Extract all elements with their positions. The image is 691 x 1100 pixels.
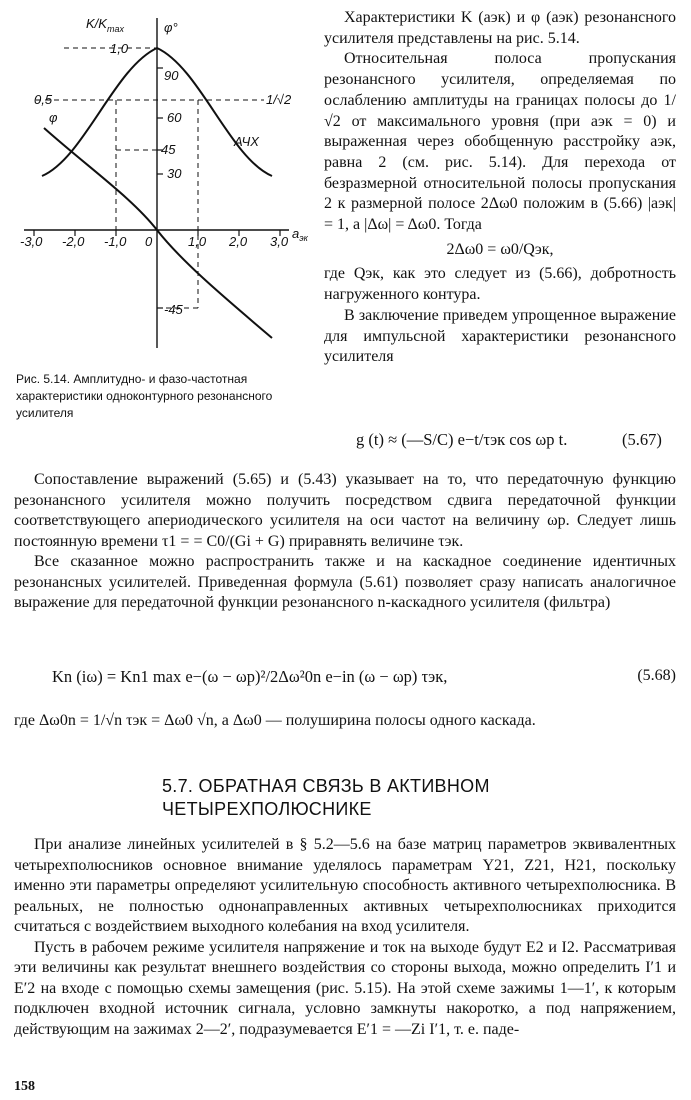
paragraph-6: Все сказанное можно распространить также и на каскадное соединение идентичных резонансных усилителей. Приведенная формула (5.61) позволяет сразу написать аналогичное выражение для передаточной функции резонансного n-каскадного усилителя (фильтра): [14, 553, 676, 611]
paragraph-5: Сопоставление выражений (5.65) и (5.43) указывает на то, что передаточную функцию резонансного усилителя можно получить посредством сдвига передаточной функции соответствующего апериодического усилителя на оси частот на величину ωp. Следует лишь постоянную времени τ1 = = C0/(Gi + G) приравнять величине τэк.: [14, 471, 676, 550]
section-text: [14, 835, 676, 1040]
tick-x-3: 3,0: [270, 234, 289, 249]
tick-x-2: 2,0: [229, 234, 248, 249]
paragraph-3: где Qэк, как это следует из (5.66), добротность нагруженного контура.: [324, 265, 676, 304]
section-heading: [162, 775, 490, 821]
paragraph-2: Относительная полоса пропускания резонансного усилителя, определяемая по ослаблению амплитуды на границах полосы до 1/√2 от максимального уровня (при aэк = 0) и выраженная через обобщенную расстройку aэк, равна 2 (см. рис. 5.14). Для перехода от безразмерной относительной полосы пропускания 2 к размерной полосе 2Δω0 положим в (5.66) |aэк| = 1, а |Δω| = Δω0. Тогда: [324, 50, 676, 234]
formula-number-5-68: (5.68): [637, 667, 676, 684]
tick-right-90: 90: [164, 68, 179, 83]
phase-curve: [44, 128, 272, 338]
equation-5-68-line: [14, 663, 676, 693]
phi-curve-label: φ: [49, 110, 58, 125]
tick-x-0: 0: [145, 234, 153, 249]
paragraph-1: Характеристики K (aэк) и φ (aэк) резонансного усилителя представлены на рис. 5.14.: [324, 9, 676, 47]
formula-number-5-67: (5.67): [622, 430, 662, 449]
formula-impulse: g (t) ≈ (—S/C) e−t/τэк cos ωp t.: [356, 430, 568, 449]
main-text-block-2: [14, 711, 676, 732]
y-label-right: φ°: [164, 20, 178, 35]
tick-right-m45: -45: [164, 302, 183, 317]
dashed-guides: [36, 48, 264, 308]
tick-left-05: 0,5: [34, 92, 53, 107]
right-tick-marks: [157, 68, 163, 308]
afc-pfc-chart: [14, 8, 314, 353]
tick-left-1: 1,0: [110, 41, 129, 56]
x-axis-label: $a_{эк}$: [292, 226, 308, 243]
tick-right-45: 45: [161, 142, 176, 157]
afc-curve-label: АЧХ: [234, 134, 259, 149]
paragraph-8: При анализе линейных усилителей в § 5.2—5.6 на базе матриц параметров эквивалентных четырехполюсников основное внимание уделялось параметрам Y21, Z21, H21, поскольку именно эти параметры определяют усилительную способность активного четырехполюсника. В реальных, не полностью однонаправленных активных четырехполюсниках приходится считаться с воздействием выходного колебания на вход усилителя.: [14, 836, 676, 935]
tick-x-m1: -1,0: [104, 234, 127, 249]
figure-5-14: [14, 8, 314, 353]
paragraph-9: Пусть в рабочем режиме усилителя напряжение и ток на выходе будут E2 и I2. Рассматривая эти величины как результат внешнего воздействия со стороны выхода, можно определить I′1 и E′2 на входе с помощью схемы замещения (рис. 5.15). На этой схеме зажимы 1—1′, к которым подключен входной источник сигнала, условно замкнуты накоротко, а под напряжением, действующим на зажимах 2—2′, подразумевается E′1 = —Zi I′1, т. е. паде-: [14, 938, 676, 1038]
tick-right-60: 60: [167, 110, 182, 125]
tick-x-m3: -3,0: [20, 234, 43, 249]
level-label: 1/√2: [266, 92, 292, 107]
tick-x-1: 1,0: [188, 234, 207, 249]
formula-transfer-n: Kn (iω) = Kn1 max e−(ω − ωp)²/2Δω²0n e−in (ω − ωp) τэк,: [52, 667, 448, 686]
page-number: 158: [14, 1079, 35, 1094]
paragraph-4: В заключение приведем упрощенное выражение для импульсной характеристики резонансного усилителя: [324, 306, 676, 366]
main-text-block-1: [14, 470, 676, 614]
paragraph-7: где Δω0n = 1/√n τэк = Δω0 √n, а Δω0 — полуширина полосы одного каскада.: [14, 712, 536, 729]
right-column: [324, 8, 676, 368]
formula-bandwidth: 2Δω0 = ω0/Qэк,: [446, 240, 554, 258]
y-label-left: $K/K_{max}$: [86, 16, 124, 34]
tick-right-30: 30: [167, 166, 182, 181]
heading-line-2: ЧЕТЫРЕХПОЛЮСНИКЕ: [162, 799, 372, 819]
heading-line-1: 5.7. ОБРАТНАЯ СВЯЗЬ В АКТИВНОМ: [162, 776, 490, 796]
tick-x-m2: -2,0: [62, 234, 85, 249]
figure-caption: Рис. 5.14. Амплитудно- и фазо-частотная характеристики одноконтурного резонансного усилителя: [16, 372, 273, 420]
